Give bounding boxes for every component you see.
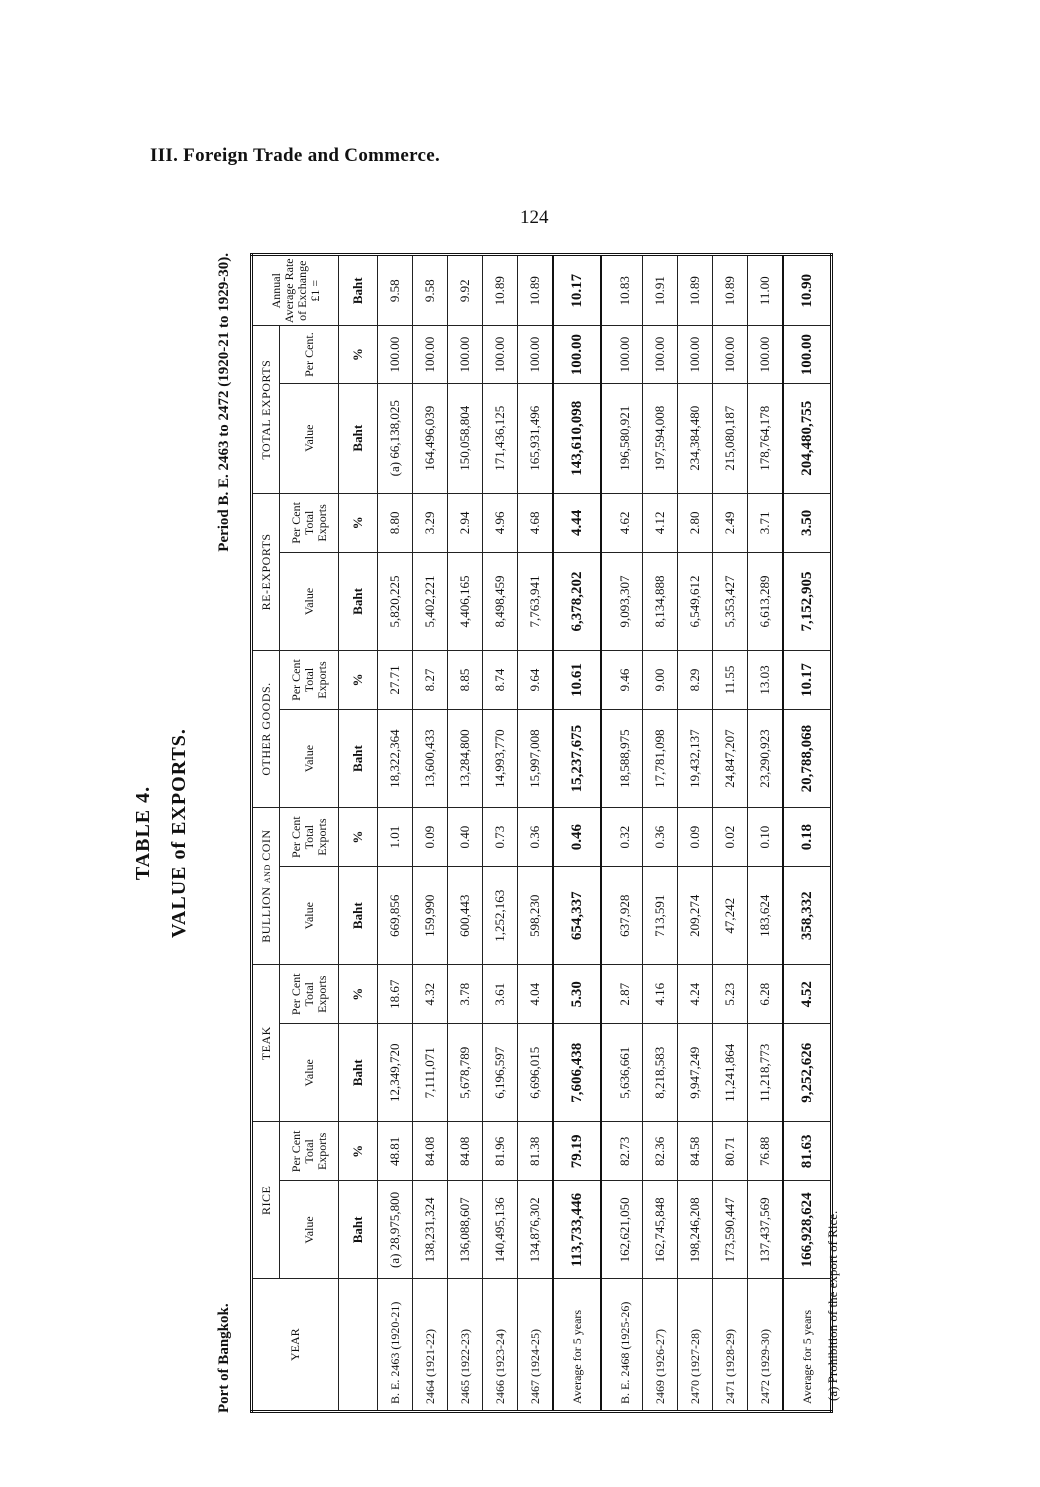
- cell-oth-p: 11.55: [713, 650, 748, 709]
- units-cell: [339, 1279, 378, 1412]
- cell-re-p: 8.80: [378, 493, 413, 552]
- pct-total-header: Per Cent Total Exports: [280, 493, 339, 552]
- cell-oth-p: 8.74: [483, 650, 518, 709]
- cell-rice-p: 84.58: [678, 1122, 713, 1181]
- cell-oth-v: 18,588,975: [601, 710, 643, 808]
- cell-tot-p: 100.00: [783, 326, 832, 383]
- cell-teak-p: 3.78: [448, 965, 483, 1024]
- cell-bull-p: 0.36: [643, 808, 678, 867]
- cell-tot-v: 171,436,125: [483, 383, 518, 493]
- table-title: VALUE of EXPORTS.: [168, 728, 190, 938]
- cell-exch: 10.83: [601, 255, 643, 326]
- cell-tot-p: 100.00: [678, 326, 713, 383]
- cell-exch: 10.89: [678, 255, 713, 326]
- table-label: TABLE 4.: [132, 785, 154, 881]
- cell-teak-p: 4.32: [413, 965, 448, 1024]
- cell-year: 2465 (1922-23): [448, 1279, 483, 1412]
- table-body: [378, 255, 832, 1412]
- cell-re-p: 3.29: [413, 493, 448, 552]
- pct-total-header: Per Cent Total Exports: [280, 650, 339, 709]
- reexports-header: RE-EXPORTS: [252, 493, 280, 650]
- unit-pct: %: [339, 808, 378, 867]
- cell-bull-v: 47,242: [713, 867, 748, 965]
- cell-teak-v: 7,606,438: [553, 1024, 601, 1122]
- cell-teak-v: 6,696,015: [518, 1024, 554, 1122]
- cell-re-v: 5,353,427: [713, 552, 748, 650]
- cell-re-p: 2.94: [448, 493, 483, 552]
- cell-year: B. E. 2468 (1925-26): [601, 1279, 643, 1412]
- cell-re-v: 5,820,225: [378, 552, 413, 650]
- cell-oth-p: 27.71: [378, 650, 413, 709]
- table-row: [413, 255, 448, 1412]
- cell-bull-p: 0.36: [518, 808, 554, 867]
- average-row: [553, 255, 601, 1412]
- section-title: III. Foreign Trade and Commerce.: [150, 145, 441, 166]
- cell-teak-v: 12,349,720: [378, 1024, 413, 1122]
- unit-pct: %: [339, 493, 378, 552]
- cell-rice-v: 162,621,050: [601, 1181, 643, 1279]
- cell-oth-v: 13,600,433: [413, 710, 448, 808]
- page-number: 124: [520, 207, 549, 228]
- cell-oth-p: 10.17: [783, 650, 832, 709]
- cell-oth-v: 17,781,098: [643, 710, 678, 808]
- cell-tot-p: 100.00: [448, 326, 483, 383]
- cell-rice-v: 136,088,607: [448, 1181, 483, 1279]
- cell-tot-p: 100.00: [643, 326, 678, 383]
- cell-teak-v: 7,111,071: [413, 1024, 448, 1122]
- cell-teak-p: 5.30: [553, 965, 601, 1024]
- cell-rice-v: 137,437,569: [748, 1181, 784, 1279]
- pct-total-header: Per Cent Total Exports: [280, 1122, 339, 1181]
- cell-teak-v: 5,636,661: [601, 1024, 643, 1122]
- bullion-header: BULLION and COIN: [252, 808, 280, 965]
- cell-bull-v: 358,332: [783, 867, 832, 965]
- cell-tot-p: 100.00: [713, 326, 748, 383]
- table-row: [601, 255, 643, 1412]
- cell-re-p: 4.68: [518, 493, 554, 552]
- cell-oth-v: 14,993,770: [483, 710, 518, 808]
- cell-exch: 10.89: [713, 255, 748, 326]
- cell-year: 2472 (1929-30): [748, 1279, 784, 1412]
- cell-rice-v: 162,745,848: [643, 1181, 678, 1279]
- cell-re-v: 6,549,612: [678, 552, 713, 650]
- cell-year: 2466 (1923-24): [483, 1279, 518, 1412]
- cell-re-v: 7,763,941: [518, 552, 554, 650]
- cell-rice-v: (a) 28,975,800: [378, 1181, 413, 1279]
- unit-baht: Baht: [339, 1024, 378, 1122]
- cell-re-v: 4,406,165: [448, 552, 483, 650]
- cell-re-p: 3.50: [783, 493, 832, 552]
- unit-baht: Baht: [339, 1181, 378, 1279]
- cell-bull-v: 159,990: [413, 867, 448, 965]
- unit-baht: Baht: [339, 255, 378, 326]
- unit-pct: %: [339, 650, 378, 709]
- cell-exch: 9.92: [448, 255, 483, 326]
- cell-oth-v: 18,322,364: [378, 710, 413, 808]
- cell-teak-p: 18.67: [378, 965, 413, 1024]
- cell-re-p: 4.12: [643, 493, 678, 552]
- cell-teak-p: 6.28: [748, 965, 784, 1024]
- cell-rice-p: 48.81: [378, 1122, 413, 1181]
- cell-oth-p: 9.64: [518, 650, 554, 709]
- cell-tot-v: 215,080,187: [713, 383, 748, 493]
- cell-teak-p: 5.23: [713, 965, 748, 1024]
- cell-teak-p: 4.04: [518, 965, 554, 1024]
- cell-oth-v: 20,788,068: [783, 710, 832, 808]
- cell-tot-p: 100.00: [378, 326, 413, 383]
- value-header: Value: [280, 1024, 339, 1122]
- total-exports-header: TOTAL EXPORTS: [252, 326, 280, 493]
- cell-bull-v: 637,928: [601, 867, 643, 965]
- unit-baht: Baht: [339, 710, 378, 808]
- rotated-table-block: [132, 253, 840, 1413]
- cell-tot-p: 100.00: [483, 326, 518, 383]
- teak-header: TEAK: [252, 965, 280, 1122]
- cell-exch: 10.17: [553, 255, 601, 326]
- cell-oth-p: 8.27: [413, 650, 448, 709]
- cell-teak-p: 4.24: [678, 965, 713, 1024]
- pct-total-header: Per Cent Total Exports: [280, 808, 339, 867]
- cell-oth-p: 10.61: [553, 650, 601, 709]
- cell-oth-v: 23,290,923: [748, 710, 784, 808]
- cell-tot-v: 165,931,496: [518, 383, 554, 493]
- other-goods-header: OTHER GOODS.: [252, 650, 280, 807]
- footnote: (a) Prohibition of the export of Rice.: [825, 1210, 840, 1401]
- cell-bull-v: 183,624: [748, 867, 784, 965]
- cell-rice-v: 173,590,447: [713, 1181, 748, 1279]
- table-row: [748, 255, 784, 1412]
- value-header: Value: [280, 710, 339, 808]
- cell-bull-v: 669,856: [378, 867, 413, 965]
- cell-rice-p: 84.08: [413, 1122, 448, 1181]
- period-label: Period B. E. 2463 to 2472 (1920-21 to 1929-30).: [216, 253, 232, 552]
- cell-bull-v: 209,274: [678, 867, 713, 965]
- table-row: [678, 255, 713, 1412]
- cell-teak-v: 9,252,626: [783, 1024, 832, 1122]
- cell-re-v: 9,093,307: [601, 552, 643, 650]
- rice-header: RICE: [252, 1122, 280, 1279]
- cell-bull-p: 0.18: [783, 808, 832, 867]
- cell-oth-p: 8.85: [448, 650, 483, 709]
- cell-re-p: 4.44: [553, 493, 601, 552]
- unit-baht: Baht: [339, 867, 378, 965]
- cell-year: 2467 (1924-25): [518, 1279, 554, 1412]
- cell-oth-p: 9.00: [643, 650, 678, 709]
- cell-bull-p: 0.10: [748, 808, 784, 867]
- cell-bull-v: 713,591: [643, 867, 678, 965]
- cell-teak-v: 5,678,789: [448, 1024, 483, 1122]
- cell-bull-p: 0.46: [553, 808, 601, 867]
- cell-bull-v: 1,252,163: [483, 867, 518, 965]
- cell-exch: 10.89: [483, 255, 518, 326]
- cell-tot-v: 197,594,008: [643, 383, 678, 493]
- cell-teak-v: 6,196,597: [483, 1024, 518, 1122]
- value-header: Value: [280, 552, 339, 650]
- cell-oth-v: 24,847,207: [713, 710, 748, 808]
- cell-year: 2469 (1926-27): [643, 1279, 678, 1412]
- cell-rice-p: 81.38: [518, 1122, 554, 1181]
- cell-re-v: 5,402,221: [413, 552, 448, 650]
- cell-teak-v: 8,218,583: [643, 1024, 678, 1122]
- exports-table: [250, 253, 833, 1413]
- cell-tot-v: 143,610,098: [553, 383, 601, 493]
- cell-teak-p: 4.52: [783, 965, 832, 1024]
- cell-tot-v: 150,058,804: [448, 383, 483, 493]
- table-row: [448, 255, 483, 1412]
- cell-re-v: 6,613,289: [748, 552, 784, 650]
- value-header: Value: [280, 383, 339, 493]
- cell-tot-p: 100.00: [518, 326, 554, 383]
- cell-rice-p: 80.71: [713, 1122, 748, 1181]
- cell-rice-v: 113,733,446: [553, 1181, 601, 1279]
- cell-re-v: 8,498,459: [483, 552, 518, 650]
- cell-tot-v: 204,480,755: [783, 383, 832, 493]
- cell-re-v: 8,134,888: [643, 552, 678, 650]
- cell-re-p: 4.62: [601, 493, 643, 552]
- cell-bull-p: 1.01: [378, 808, 413, 867]
- cell-oth-v: 15,237,675: [553, 710, 601, 808]
- unit-baht: Baht: [339, 552, 378, 650]
- unit-baht: Baht: [339, 383, 378, 493]
- cell-teak-v: 9,947,249: [678, 1024, 713, 1122]
- cell-oth-v: 13,284,800: [448, 710, 483, 808]
- table-row: [483, 255, 518, 1412]
- cell-exch: 9.58: [378, 255, 413, 326]
- cell-bull-p: 0.02: [713, 808, 748, 867]
- cell-teak-v: 11,218,773: [748, 1024, 784, 1122]
- cell-rice-p: 81.96: [483, 1122, 518, 1181]
- cell-exch: 10.89: [518, 255, 554, 326]
- cell-bull-v: 654,337: [553, 867, 601, 965]
- cell-year: B. E. 2463 (1920-21): [378, 1279, 413, 1412]
- cell-rice-v: 138,231,324: [413, 1181, 448, 1279]
- cell-tot-v: 164,496,039: [413, 383, 448, 493]
- cell-year: Average for 5 years: [553, 1279, 601, 1412]
- cell-re-p: 4.96: [483, 493, 518, 552]
- table-row: [378, 255, 413, 1412]
- cell-year: 2471 (1928-29): [713, 1279, 748, 1412]
- cell-tot-p: 100.00: [413, 326, 448, 383]
- cell-rice-p: 82.73: [601, 1122, 643, 1181]
- cell-tot-p: 100.00: [601, 326, 643, 383]
- cell-rice-v: 134,876,302: [518, 1181, 554, 1279]
- cell-rice-v: 140,495,136: [483, 1181, 518, 1279]
- cell-teak-p: 4.16: [643, 965, 678, 1024]
- cell-rice-v: 198,246,208: [678, 1181, 713, 1279]
- cell-re-p: 2.80: [678, 493, 713, 552]
- cell-tot-v: (a) 66,138,025: [378, 383, 413, 493]
- cell-bull-v: 600,443: [448, 867, 483, 965]
- table-row: [518, 255, 554, 1412]
- cell-oth-p: 8.29: [678, 650, 713, 709]
- cell-rice-v: 166,928,624: [783, 1181, 832, 1279]
- pct-total-header: Per Cent Total Exports: [280, 965, 339, 1024]
- table-row: [713, 255, 748, 1412]
- exchange-header: Annual Average Rate of Exchange £1 =: [252, 255, 339, 326]
- cell-rice-p: 81.63: [783, 1122, 832, 1181]
- cell-exch: 11.00: [748, 255, 784, 326]
- unit-pct: %: [339, 965, 378, 1024]
- cell-bull-p: 0.09: [678, 808, 713, 867]
- cell-rice-p: 76.88: [748, 1122, 784, 1181]
- cell-re-v: 7,152,905: [783, 552, 832, 650]
- cell-year: 2470 (1927-28): [678, 1279, 713, 1412]
- value-header: Value: [280, 867, 339, 965]
- cell-exch: 9.58: [413, 255, 448, 326]
- cell-bull-p: 0.32: [601, 808, 643, 867]
- cell-re-p: 3.71: [748, 493, 784, 552]
- cell-oth-p: 13.03: [748, 650, 784, 709]
- unit-pct: %: [339, 1122, 378, 1181]
- cell-rice-p: 84.08: [448, 1122, 483, 1181]
- cell-re-v: 6,378,202: [553, 552, 601, 650]
- cell-bull-p: 0.09: [413, 808, 448, 867]
- cell-year: Average for 5 years: [783, 1279, 832, 1412]
- cell-tot-v: 234,384,480: [678, 383, 713, 493]
- cell-teak-v: 11,241,864: [713, 1024, 748, 1122]
- per-cent-header: Per Cent.: [280, 326, 339, 383]
- table-row: [643, 255, 678, 1412]
- cell-rice-p: 82.36: [643, 1122, 678, 1181]
- cell-oth-v: 15,997,008: [518, 710, 554, 808]
- cell-teak-p: 2.87: [601, 965, 643, 1024]
- cell-bull-p: 0.40: [448, 808, 483, 867]
- cell-rice-p: 79.19: [553, 1122, 601, 1181]
- value-header: Value: [280, 1181, 339, 1279]
- cell-teak-p: 3.61: [483, 965, 518, 1024]
- cell-oth-p: 9.46: [601, 650, 643, 709]
- cell-tot-p: 100.00: [553, 326, 601, 383]
- cell-exch: 10.90: [783, 255, 832, 326]
- cell-tot-v: 178,764,178: [748, 383, 784, 493]
- cell-re-p: 2.49: [713, 493, 748, 552]
- cell-year: 2464 (1921-22): [413, 1279, 448, 1412]
- cell-bull-p: 0.73: [483, 808, 518, 867]
- year-header: YEAR: [252, 1279, 339, 1412]
- unit-pct: %: [339, 326, 378, 383]
- cell-tot-v: 196,580,921: [601, 383, 643, 493]
- port-label: Port of Bangkok.: [216, 1303, 232, 1413]
- cell-oth-v: 19,432,137: [678, 710, 713, 808]
- cell-exch: 10.91: [643, 255, 678, 326]
- cell-bull-v: 598,230: [518, 867, 554, 965]
- cell-tot-p: 100.00: [748, 326, 784, 383]
